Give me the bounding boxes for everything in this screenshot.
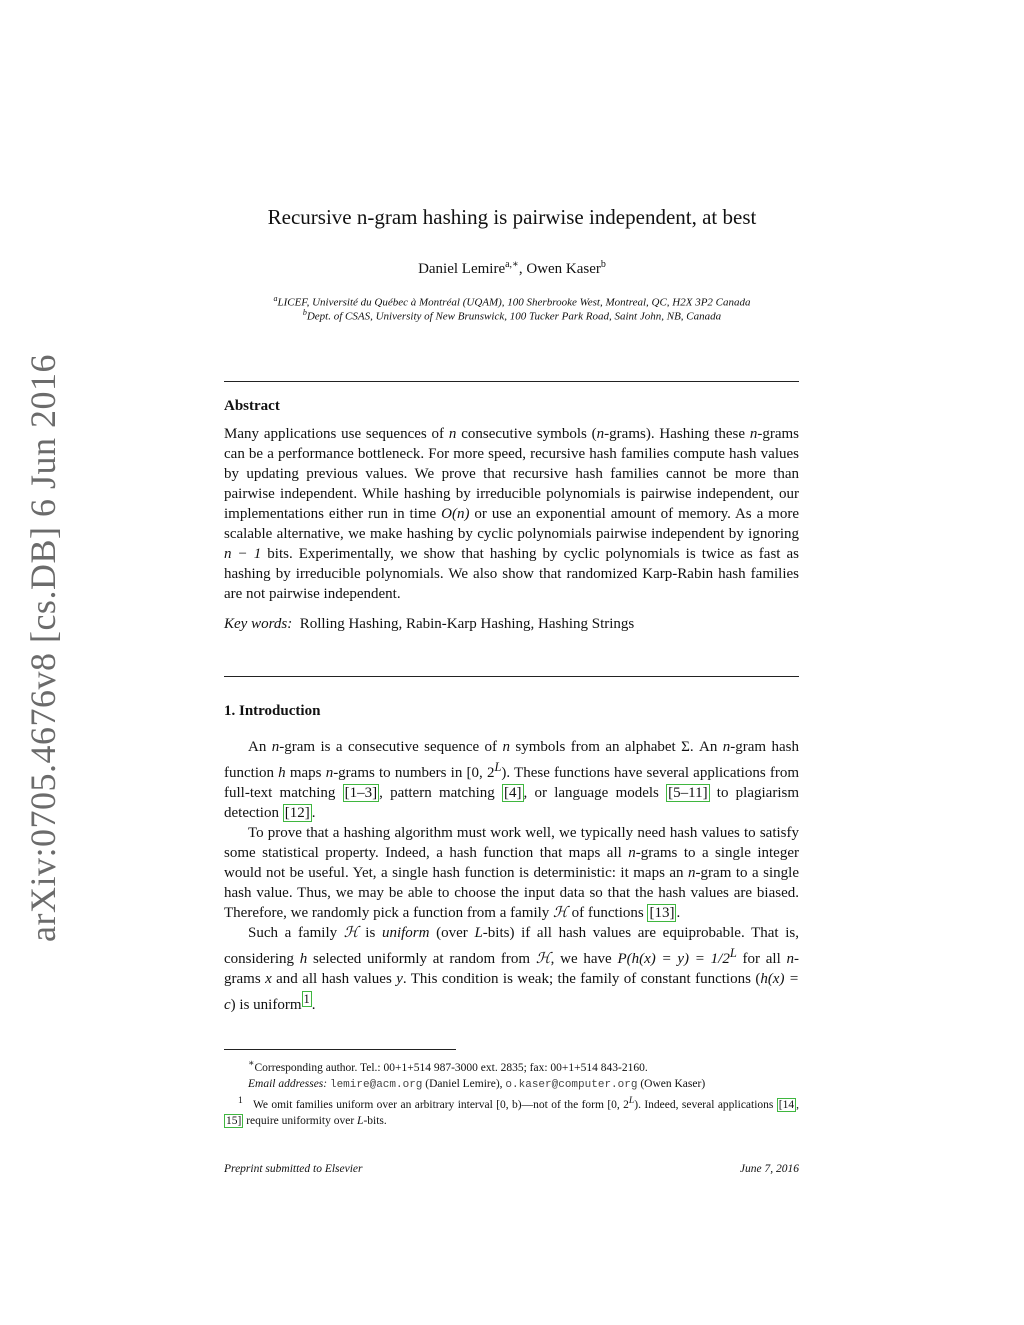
- text: -grams). Hashing these: [604, 426, 750, 442]
- email-link[interactable]: lemire@acm.org: [329, 1078, 423, 1091]
- section-heading: 1. Introduction: [224, 703, 321, 719]
- author-affil-mark: b: [600, 259, 606, 270]
- text: of functions: [567, 905, 648, 921]
- text: ). Indeed, several applications: [634, 1098, 777, 1111]
- math: y: [396, 971, 403, 987]
- math: [0, b): [496, 1098, 522, 1111]
- text: -bits.: [363, 1114, 387, 1127]
- citation-link[interactable]: [13]: [649, 905, 675, 921]
- footnote-emails: [224, 1076, 799, 1093]
- math: h(x) = c: [224, 971, 799, 1013]
- footnote-corresponding: [224, 1056, 799, 1076]
- footer-left: Preprint submitted to Elsevier: [224, 1163, 363, 1175]
- math: n: [448, 426, 457, 442]
- math: ℋ: [553, 905, 568, 921]
- intro-paragraph-1: [224, 737, 799, 823]
- math: L: [474, 925, 483, 941]
- text: . This condition is weak; the family of constant functions (: [402, 971, 761, 987]
- intro-paragraph-2: [224, 823, 799, 923]
- math: n: [628, 845, 636, 861]
- affil-text: Dept. of CSAS, University of New Brunswick, 100 Tucker Park Road, Saint John, NB, Canada: [306, 310, 722, 323]
- text: or use an exponential amount of memory. As a more scalable alternative, we make hashing by cyclic polynomials pairwise independent by ignoring: [224, 506, 799, 542]
- text: -gram is a consecutive sequence of: [279, 739, 503, 755]
- math: x: [265, 971, 272, 987]
- citation-link[interactable]: [12]: [284, 805, 310, 821]
- math: h: [278, 765, 286, 781]
- math: n: [596, 426, 605, 442]
- text: , we have: [550, 951, 618, 967]
- abstract-text: [224, 424, 799, 604]
- math: L: [357, 1114, 364, 1127]
- author-affil-mark: a,∗: [505, 259, 519, 270]
- author-name: Daniel Lemire: [418, 261, 506, 277]
- text: .: [311, 997, 316, 1013]
- text: To prove that a hashing algorithm must work well, we typically need hash values to satisfy some statistical property. Indeed, a hash function that maps all: [224, 825, 799, 861]
- citation-link[interactable]: [5–11]: [668, 785, 708, 801]
- math: n − 1: [224, 546, 262, 562]
- math: [0, 2: [607, 1098, 629, 1111]
- math: L: [729, 946, 737, 960]
- introduction-section: [224, 703, 799, 1015]
- text: Corresponding author. Tel.: 00+1+514 987-3000 ext. 2835; fax: 00+1+514 843-2160.: [254, 1061, 648, 1074]
- text: selected uniformly at random from: [307, 951, 536, 967]
- affil-mark: b: [302, 308, 307, 317]
- email-label: Email addresses:: [248, 1077, 328, 1090]
- divider: [224, 381, 799, 382]
- footnote-mark: ∗: [248, 1058, 255, 1069]
- math: n: [502, 739, 510, 755]
- text: is: [358, 925, 382, 941]
- citation-link[interactable]: [4]: [504, 785, 522, 801]
- text: (Daniel Lemire),: [422, 1077, 506, 1090]
- math: O(n): [441, 506, 470, 522]
- math: h: [299, 951, 308, 967]
- math: n: [271, 739, 280, 755]
- text: maps: [285, 765, 326, 781]
- affil-text: LICEF, Université du Québec à Montréal (UQAM), 100 Sherbrooke West, Montreal, QC, H2X 3P2 Canada: [277, 296, 751, 309]
- footnote-ref[interactable]: 1: [303, 992, 310, 1006]
- math: ℋ: [535, 951, 551, 967]
- email-link[interactable]: o.kaser@computer.org: [505, 1078, 638, 1091]
- keywords-label: Key words:: [224, 616, 293, 632]
- math: ℋ: [343, 925, 359, 941]
- paper-title: Recursive n-gram hashing is pairwise independent, at best: [267, 205, 757, 229]
- footnote-mark: 1: [238, 1094, 243, 1106]
- text: and all hash values: [271, 971, 397, 987]
- affil-mark: a: [273, 294, 278, 303]
- text: symbols from an alphabet Σ. An: [509, 739, 723, 755]
- keywords-text: Rolling Hashing, Rabin-Karp Hashing, Hashing Strings: [299, 616, 635, 632]
- text: require uniformity over: [243, 1114, 358, 1127]
- text: An: [248, 739, 272, 755]
- text: -grams to numbers in: [333, 765, 467, 781]
- footnotes: [224, 1056, 799, 1129]
- math: n: [688, 865, 696, 881]
- text: .: [676, 905, 681, 921]
- author-name: Owen Kaser: [526, 261, 601, 277]
- affiliation-b: [0, 308, 1024, 323]
- text: ) is uniform: [230, 997, 302, 1013]
- text: We omit families uniform over an arbitrary interval: [252, 1098, 497, 1111]
- text: consecutive symbols (: [456, 426, 597, 442]
- text: Such a family: [248, 925, 344, 941]
- text: , or language models: [523, 785, 667, 801]
- text: (Owen Kaser): [637, 1077, 706, 1090]
- text: .: [311, 805, 316, 821]
- text: bits. Experimentally, we show that hashing by cyclic polynomials is twice as fast as hashing by irreducible polynomials. We also show that randomized Karp-Rabin hash families are not pairwise independent.: [224, 546, 800, 602]
- math: P(h(x) = y) = 1/2: [617, 951, 730, 967]
- affiliation-a: [0, 294, 1024, 309]
- footer-date: June 7, 2016: [739, 1163, 799, 1175]
- divider: [224, 676, 799, 677]
- intro-paragraph-3: [224, 923, 799, 1015]
- math: n: [722, 739, 731, 755]
- text: -grams can be a performance bottleneck. For more speed, recursive hash families compute hash values by updating previous values. We prove that recursive hash families cannot be more than pairwise independent. While hashing by irreducible polynomials is pairwise independent, our implementations either run in time: [224, 426, 800, 522]
- text: —not of the form: [521, 1098, 608, 1111]
- abstract-heading: Abstract: [224, 398, 280, 414]
- keywords: [224, 616, 799, 633]
- footnote-rule: [224, 1049, 456, 1050]
- text: -gram to a single hash value. Thus, we may be able to choose the input data so that the hash values are biased. Therefore, we randomly pick a function from a family: [224, 865, 799, 921]
- text: -gram hash function: [224, 739, 799, 781]
- citation-link[interactable]: [1–3]: [344, 785, 378, 801]
- abstract-section: [224, 398, 799, 633]
- text: -grams to a single integer would not be useful. Yet, a single hash function is deterministic: it maps an: [224, 845, 799, 881]
- page-footer: [224, 1163, 799, 1175]
- math: L: [628, 1094, 635, 1106]
- emphasis: uniform: [381, 925, 430, 941]
- text: Many applications use sequences of: [224, 426, 449, 442]
- author-separator: ,: [518, 261, 527, 277]
- footnote-1: $^1$ We omit families uniform over an arbitrary interval [0, b)—not of the form [0, $2^L$). Indeed, several applications [14 , 15] require uniformity over L-bits.: [226, 1094, 799, 1127]
- text: -grams: [224, 951, 800, 987]
- text: to plagiarism detection: [224, 785, 799, 821]
- arxiv-id: arXiv:0705.4676v8 [cs.DB] 6 Jun 2016: [23, 354, 63, 942]
- citation-link[interactable]: 15]: [226, 1114, 242, 1127]
- citation-link[interactable]: [14: [778, 1098, 795, 1111]
- math: n: [749, 426, 758, 442]
- author-line: [0, 259, 1024, 278]
- text: for all: [736, 951, 787, 967]
- math: n: [325, 765, 334, 781]
- text: -bits) if all hash values are equiprobable. That is, considering: [224, 925, 799, 967]
- math: [0, 2: [466, 765, 495, 781]
- text: . These functions have several applications from full-text matching: [224, 765, 799, 801]
- math: L: [494, 760, 502, 774]
- text: (over: [429, 925, 475, 941]
- text: , pattern matching: [379, 785, 502, 801]
- math: ): [501, 765, 507, 781]
- math: n: [786, 951, 795, 967]
